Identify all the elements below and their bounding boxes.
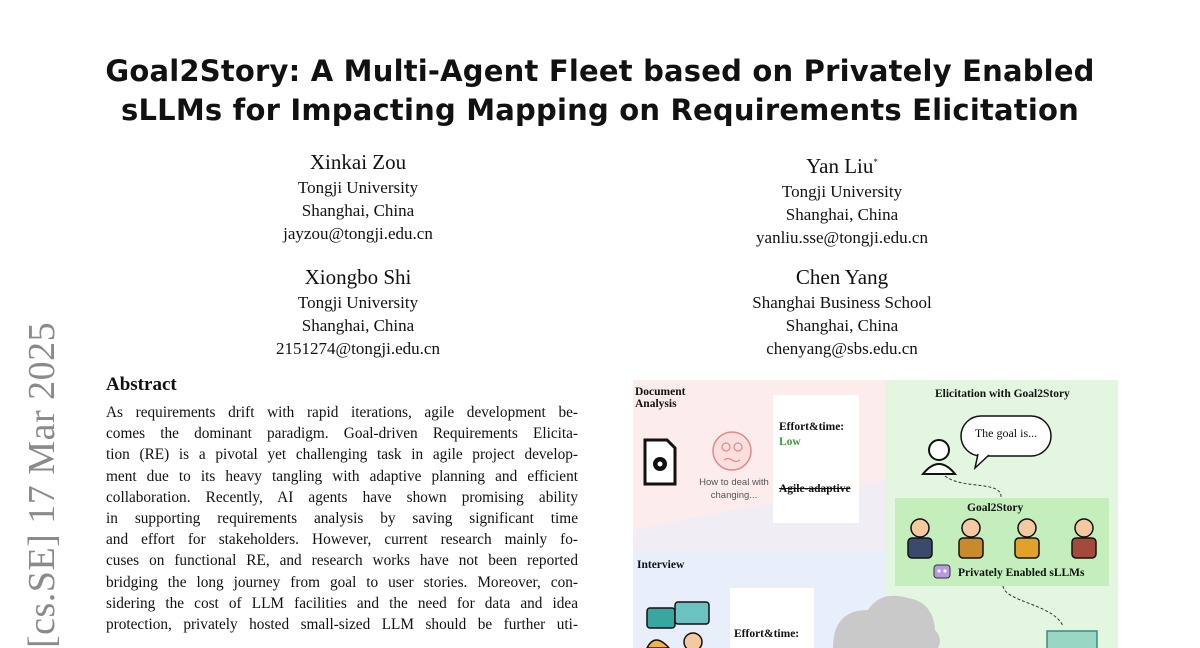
author-name: Yan Liu*: [806, 154, 878, 178]
confused-face-icon: [713, 432, 751, 470]
paper-title-line2: sLLMs for Impacting Mapping on Requirements Elicitation: [121, 93, 1079, 127]
effort-card-1: [773, 395, 859, 523]
teaser-figure: [633, 380, 1118, 648]
author-block-4: [682, 263, 1002, 360]
abstract-line: collaboration. Recently, AI agents have shown promising ability: [106, 488, 578, 506]
interview-label: Interview: [637, 559, 685, 571]
abstract-line: bridging the long journey from goal to user stories. Moreover, con-: [106, 573, 578, 591]
agent-icon: [959, 519, 983, 558]
abstract-line: tion (RE) is a pivotal yet challenging task in agile project develop-: [106, 446, 578, 464]
agent-icon: [1072, 519, 1096, 558]
arxiv-stamp: [cs.SE] 17 Mar 2025: [21, 321, 63, 648]
speech-bubble-text: The goal is...: [974, 426, 1038, 440]
author-name: Xinkai Zou: [309, 150, 407, 174]
corresponding-mark: *: [873, 157, 878, 167]
abstract-line: and effort for stakeholders. However, current research mainly fo-: [106, 531, 578, 549]
elicitation-label: Elicitation with Goal2Story: [935, 388, 1070, 400]
author-email: jayzou@tongji.edu.cn: [283, 224, 433, 243]
teaser-figure-svg: [633, 380, 1118, 648]
abstract-line: comes the dominant paradigm. Goal-driven Requirements Elicita-: [106, 425, 578, 443]
author-email: chenyang@sbs.edu.cn: [766, 339, 918, 358]
goal2story-label: Goal2Story: [967, 502, 1024, 514]
author-block-2: [682, 148, 1002, 249]
abstract-line: As requirements drift with rapid iterations, agile development be-: [106, 404, 578, 421]
author-affiliation: Tongji University: [297, 178, 419, 197]
author-location: Shanghai, China: [301, 316, 415, 335]
agent-icon: [908, 519, 932, 558]
author-email: yanliu.sse@tongji.edu.cn: [756, 228, 928, 247]
document-gear-icon: [645, 440, 675, 484]
paper-title-line1: Goal2Story: A Multi-Agent Fleet based on Privately Enabled: [105, 54, 1095, 88]
story-card-icon: [1047, 631, 1097, 648]
abstract-body: [106, 402, 578, 635]
effort-value-low: Low: [779, 436, 801, 448]
doc-analysis-label: Document Analysis: [635, 386, 686, 410]
author-name: Chen Yang: [795, 265, 889, 289]
author-affiliation: Tongji University: [781, 182, 903, 201]
agile-adaptive-label: Agile-adaptive: [779, 483, 851, 495]
author-block-3: [198, 263, 518, 360]
effort-label-2: Effort&time:: [734, 628, 800, 640]
effort-label-1: Effort&time:: [779, 421, 845, 433]
agent-icon: [1015, 519, 1039, 558]
author-name: Xiongbo Shi: [304, 265, 412, 289]
author-block-1: [198, 148, 518, 245]
author-email: 2151274@tongji.edu.cn: [276, 339, 440, 358]
author-location: Shanghai, China: [785, 316, 899, 335]
sllms-label: Privately Enabled sLLMs: [958, 567, 1085, 579]
abstract-line: in supporting requirements analysis by saving significant time: [106, 510, 578, 528]
robot-icon: [934, 565, 950, 578]
author-affiliation: Shanghai Business School: [752, 293, 932, 312]
confused-thought: How to deal with changing...: [699, 477, 769, 501]
author-affiliation: Tongji University: [297, 293, 419, 312]
abstract-line: ment due to its heavy tangling with adaptive planning and efficient: [106, 467, 578, 485]
abstract-line: cuses on functional RE, and research works have not been reported: [106, 552, 578, 570]
author-location: Shanghai, China: [785, 205, 899, 224]
author-location: Shanghai, China: [301, 201, 415, 220]
abstract-line: protection, privately hosted small-sized LLM should be further uti-: [106, 616, 578, 634]
abstract-heading: Abstract: [106, 374, 177, 395]
abstract-line: sidering the cost of LLM facilities and the need for data and idea: [106, 594, 578, 612]
paper-title: [0, 52, 1200, 130]
